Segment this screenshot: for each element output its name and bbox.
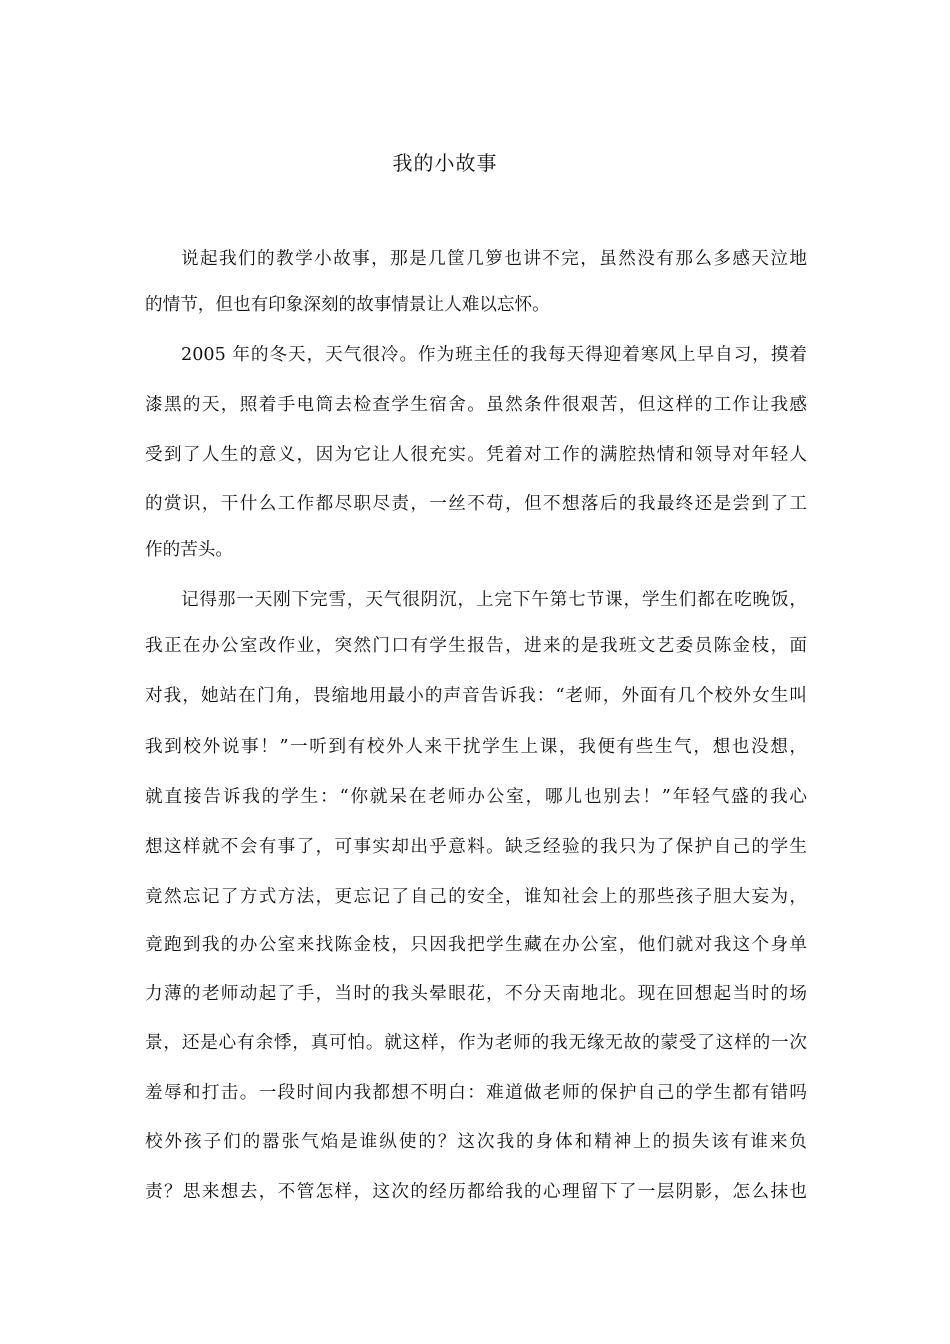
text-line: 我到校外说事！”一听到有校外人来干扰学生上课，我便有些生气，想也没想，: [145, 737, 807, 757]
text-line: 对我，她站在门角，畏缩地用最小的声音告诉我：“老师，外面有几个校外女生叫: [145, 686, 807, 706]
text-line: 景，还是心有余悸，真可怕。就这样，作为老师的我无缘无故的蒙受了这样的一次: [145, 1033, 807, 1053]
text-line: 想这样就不会有事了，可事实却出乎意料。缺乏经验的我只为了保护自己的学生: [145, 837, 807, 857]
text-line: 受到了人生的意义，因为它让人很充实。凭着对工作的满腔热情和领导对年轻人: [145, 445, 807, 465]
document-title: 我的小故事: [392, 151, 498, 175]
text-line: 竟跑到我的办公室来找陈金枝，只因我把学生藏在办公室，他们就对我这个身单: [145, 935, 807, 955]
text-line: 力薄的老师动起了手，当时的我头晕眼花，不分天南地北。现在回想起当时的场: [145, 984, 807, 1004]
text-line: 说起我们的教学小故事，那是几筐几箩也讲不完，虽然没有那么多感天泣地: [181, 249, 807, 269]
text-line: 就直接告诉我的学生：“你就呆在老师办公室，哪儿也别去！”年轻气盛的我心: [145, 787, 807, 807]
text-line: 记得那一天刚下完雪，天气很阴沉，上完下午第七节课，学生们都在吃晚饭，: [181, 590, 807, 610]
text-line: 责？思来想去，不管怎样，这次的经历都给我的心理留下了一层阴影，怎么抹也: [145, 1182, 807, 1202]
text-line: 的情节，但也有印象深刻的故事情景让人难以忘怀。: [145, 295, 550, 315]
text-line: 2005 年的冬天，天气很冷。作为班主任的我每天得迎着寒风上早自习，摸着: [181, 345, 807, 365]
text-line: 羞辱和打击。一段时间内我都想不明白：难道做老师的保护自己的学生都有错吗: [145, 1083, 807, 1103]
text-line: 校外孩子们的嚣张气焰是谁纵使的？这次我的身体和精神上的损失该有谁来负: [145, 1132, 807, 1152]
text-line: 我正在办公室改作业，突然门口有学生报告，进来的是我班文艺委员陈金枝，面: [145, 636, 807, 656]
text-line: 的赏识，干什么工作都尽职尽责，一丝不苟，但不想落后的我最终还是尝到了工: [145, 494, 807, 514]
text-line: 作的苦头。: [145, 540, 233, 560]
text-line: 漆黑的天，照着手电筒去检查学生宿舍。虽然条件很艰苦，但这样的工作让我感: [145, 395, 807, 415]
text-line: 竟然忘记了方式方法，更忘记了自己的安全，谁知社会上的那些孩子胆大妄为，: [145, 887, 807, 907]
